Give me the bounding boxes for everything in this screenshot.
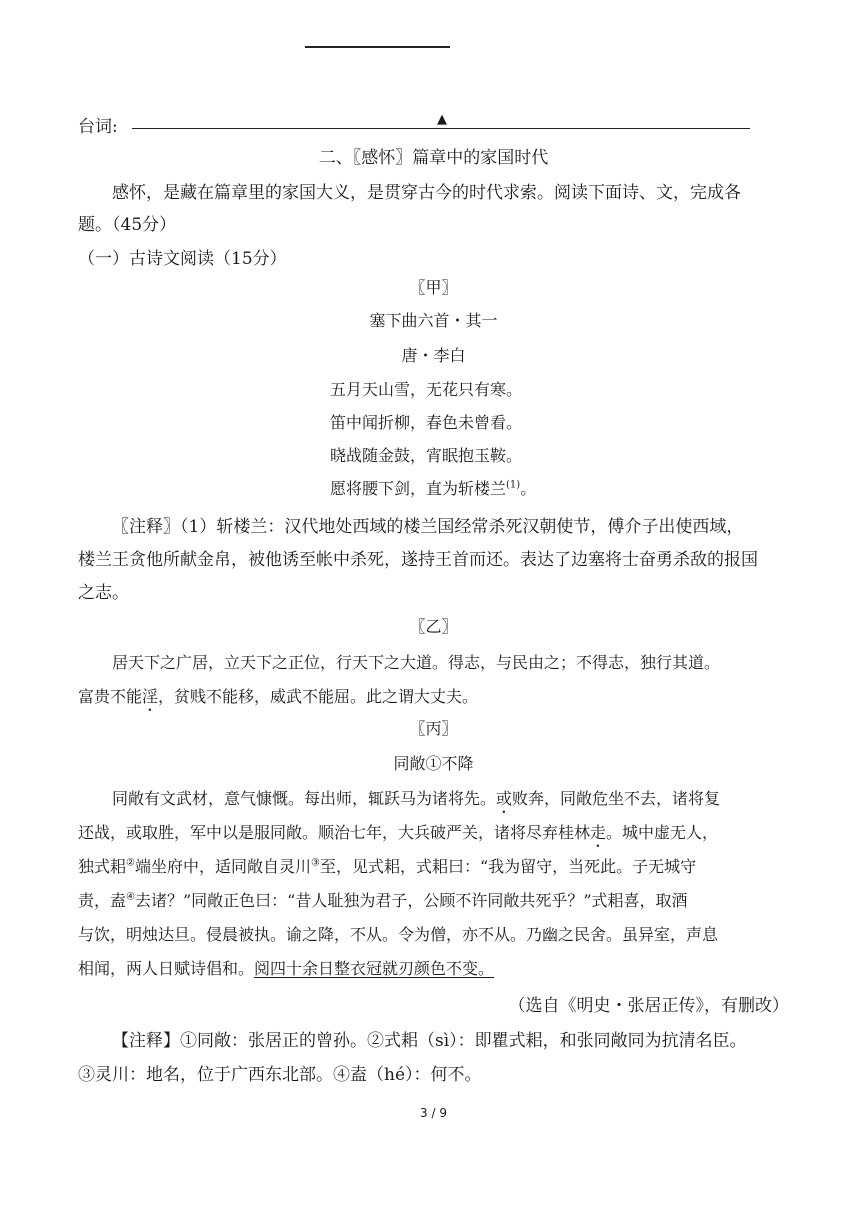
poem-note-marker: (1) <box>506 479 521 491</box>
poem-author: 唐・李白 <box>401 346 466 365</box>
bing-title: 同敞①不降 <box>393 754 474 773</box>
poem-line-4-end: 。 <box>520 479 537 498</box>
poem-line-4-text: 愿将腰下剑，直为斩楼兰 <box>330 479 507 498</box>
poem-line-1: 五月天山雪，无花只有寒。 <box>330 380 523 399</box>
poem-line-3: 晓战随金鼓，宵眠抱玉鞍。 <box>330 446 523 465</box>
poem-title: 塞下曲六首・其一 <box>369 311 498 330</box>
bing-line-1 <box>112 786 720 817</box>
bing-line-2 <box>78 820 718 851</box>
triangle-icon: ▲ <box>437 112 447 127</box>
note-marker-2: ② <box>126 857 135 869</box>
yi-keyword-yin: 淫 <box>142 687 159 706</box>
yi-line-1: 居天下之广居，立天下之正位，行天下之大道。得志，与民由之；不得志，独行其道。 <box>112 653 721 672</box>
poem-line-4 <box>330 476 536 499</box>
bing-line-4-a: 责，盍 <box>78 891 127 910</box>
jia-label: 〖甲〗 <box>409 278 458 297</box>
bing-keyword-huo: 或 <box>496 789 513 808</box>
bing-line-1-a: 同敞有文武材，意气慷慨。每出师，辄跃马为诸将先。 <box>112 789 497 808</box>
part1-title: （一）古诗文阅读（15分） <box>78 249 287 269</box>
bing-line-4 <box>78 888 688 911</box>
bing-keyword-zou: 走 <box>590 823 607 842</box>
bing-line-3 <box>78 854 696 877</box>
note-marker-3: ③ <box>311 857 320 869</box>
bing-line-4-b: 去诸？”同敞正色曰：“昔人耻独为君子，公顾不许同敞共死乎？”式耜喜，取酒 <box>134 891 688 910</box>
yi-label: 〖乙〗 <box>409 617 458 636</box>
taici-answer-line[interactable] <box>132 128 750 129</box>
page-number: 3 / 9 <box>420 1106 447 1120</box>
intro-line-1: 感怀，是藏在篇章里的家国大义，是贯穿古今的时代求索。阅读下面诗、文，完成各 <box>112 183 741 203</box>
yi-line-2-a: 富贵不能 <box>78 687 143 706</box>
taici-label: 台词: <box>78 117 118 137</box>
bing-line-2-a: 还战，或取胜，军中以是服同敞。顺治七年，大兵破严关，诸将尽弃桂林 <box>78 823 591 842</box>
intro-line-2: 题。（45分） <box>78 215 177 235</box>
note-marker-4: ④ <box>126 891 135 903</box>
top-rule <box>305 46 450 48</box>
jia-note-line-2: 楼兰王贪他所献金帛，被他诱至帐中杀死，遂持王首而还。表达了边塞将士奋勇杀敌的报国 <box>78 550 758 570</box>
bing-line-6 <box>78 956 494 979</box>
bing-line-3-a: 独式耜 <box>78 857 127 876</box>
bing-line-3-b: 端坐府中，适同敞自灵川 <box>134 857 311 876</box>
bing-line-6-a: 相闻，两人日赋诗倡和。 <box>78 959 255 978</box>
bing-source: （选自《明史・张居正传》，有删改） <box>508 996 789 1016</box>
bing-line-1-c: 败奔，同敞危坐不去，诸将复 <box>512 789 721 808</box>
section-title: 二、〖感怀〗篇章中的家国时代 <box>318 148 549 168</box>
jia-note-line-3: 之志。 <box>78 583 129 603</box>
bing-line-3-c: 至，见式耜，式耜曰：“我为留守，当死此。子无城守 <box>319 857 697 876</box>
bing-line-2-c: 。城中虚无人， <box>606 823 719 842</box>
bing-note-line-2: ③灵川：地名，位于广西东北部。④盍（hé）：何不。 <box>78 1065 482 1085</box>
underlined-sentence: 阅四十余日整衣冠就刃颜色不变。 <box>254 959 495 978</box>
yi-line-2 <box>78 684 478 715</box>
bing-label: 〖丙〗 <box>409 719 458 738</box>
bing-note-line-1: 【注释】①同敞：张居正的曾孙。②式耜（sì）：即瞿式耜，和张同敞同为抗清名臣。 <box>112 1031 747 1051</box>
bing-line-5: 与饮，明烛达旦。侵晨被执。谕之降，不从。令为僧，亦不从。乃幽之民舍。虽异室，声息 <box>78 925 719 944</box>
yi-line-2-c: ，贫贱不能移，威武不能屈。此之谓大丈夫。 <box>158 687 479 706</box>
jia-note-line-1: 〖注释〗（1）斩楼兰：汉代地处西域的楼兰国经常杀死汉朝使节，傅介子出使西域， <box>112 517 744 537</box>
poem-line-2: 笛中闻折柳，春色未曾看。 <box>330 413 523 432</box>
